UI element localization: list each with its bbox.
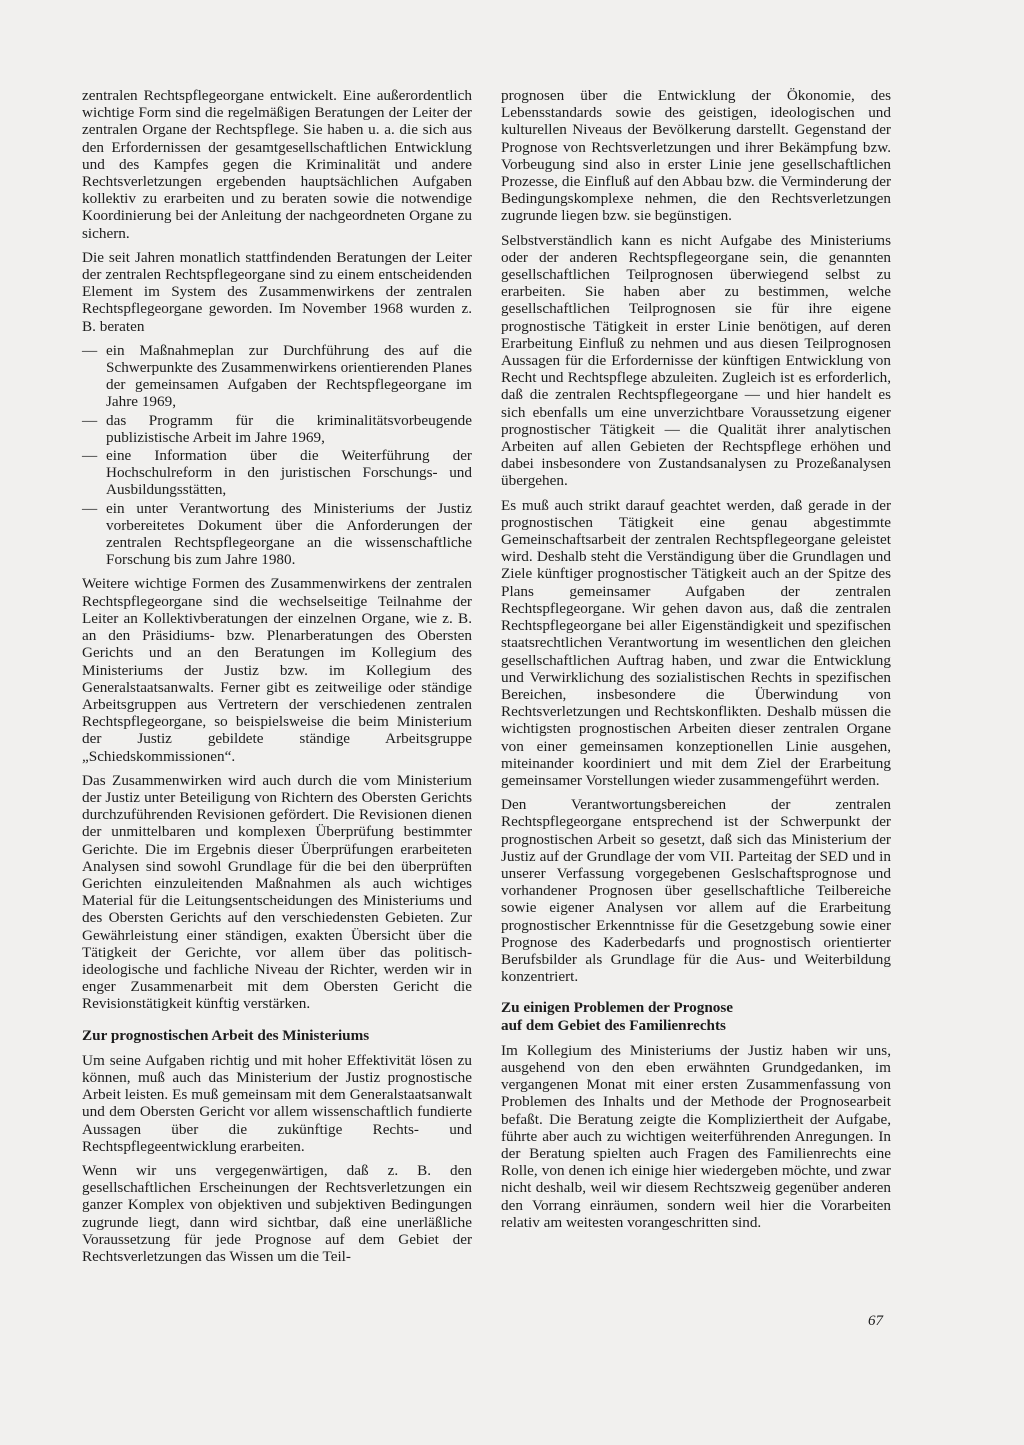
paragraph: prognosen über die Entwicklung der Ökonomie, des Lebensstandards sowie des geistigen, ideologischen und kulturellen Niveaus der Bevölkerung darstellt. Gegenstand der Prognose von Rechtsverletzungen und ihrer Bekämpfung bzw. Vorbeugung sind also in erster Linie jene gesellschaftlichen Prozesse, die Einfluß auf den Abbau bzw. die Verminderung der Bedingungskomplexe nehmen, die den Rechtsverletzungen zugrunde liegen bzw. sie begünstigen. <box>501 87 891 225</box>
right-column <box>501 87 891 1238</box>
section-heading-line: Zu einigen Problemen der Prognose <box>501 999 734 1017</box>
paragraph: Selbstverständlich kann es nicht Aufgabe des Ministeriums oder der anderen Rechtspflegeorgane sein, die genannten gesellschaftlichen Teilprognosen überwiegend selbst zu erarbeiten. Sie haben aber zu bestimmen, welche gesellschaftlichen Teilprognosen sie für ihre eigene prognostische Tätigkeit in erster Linie benötigen, auf deren Erarbeitung Einfluß zu nehmen und aus diesen Teilprognosen Aussagen für die Erfordernisse der künftigen Entwicklung von Recht und Rechtspflege abzuleiten. Zugleich ist es erforderlich, daß die zentralen Rechtspflegeorgane — und hier handelt es sich ebenfalls um eine unverzichtbare Voraussetzung eigener prognostischer Tätigkeit — die Qualität ihrer analytischen Arbeiten auf allen Gebieten der Rechtspflege erhöhen und dabei insbesondere von Zustandsanalysen zu Prozeßanalysen übergehen. <box>501 231 891 490</box>
section-heading <box>501 999 891 1033</box>
paragraph: Es muß auch strikt darauf geachtet werden, daß gerade in der prognostischen Tätigkeit eine genau abgestimmte Gemeinschaftsarbeit der zentralen Rechtspflegeorgane geleistet wird. Deshalb steht die Verständigung über die Grundlagen und Ziele künftiger prognostischer Tätigkeit auch an der Spitze des Plans gemeinsamer Aufgaben der zentralen Rechtspflegeorgane. Wir gehen davon aus, daß die zentralen Rechtspflegeorgane bei aller Eigenständigkeit und spezifischen staatsrechtlichen Verantwortung im wesentlichen den gleichen gesellschaftlichen Auftrag haben, und zwar die Entwicklung und Verwirklichung des sozialistischen Rechts in spezifischen Bereichen, insbesondere die Überwindung von Rechtsverletzungen und Rechtskonflikten. Deshalb müssen die wichtigsten prognostischen Arbeiten dieser zentralen Organe von einer gemeinsamen konzeptionellen Linie ausgehen, miteinander koordiniert und mit dem Ziel der Erarbeitung gemeinsamer Vorstellungen wieder zusammengeführt werden. <box>501 496 891 789</box>
paragraph: zentralen Rechtspflegeorgane entwickelt. Eine außerordentlich wichtige Form sind die regelmäßigen Beratungen der Leiter der zentralen Organe der Rechtspflege. Sie haben u. a. die sich aus den Erfordernissen der gesamtgesellschaftlichen Entwicklung und des Kampfes gegen die Kriminalität und andere Rechtsverletzungen ergebenden hauptsächlichen Aufgaben kollektiv zu erarbeiten und zu beraten sowie die notwendige Koordinierung bei der Anleitung der nachgeordneten Organe zu sichern. <box>82 87 472 242</box>
paragraph: Weitere wichtige Formen des Zusammenwirkens der zentralen Rechtspflegeorgane sind die wechselseitige Teilnahme der Leiter an Kollektivberatungen der einzelnen Organe, wie z. B. an den Präsidiums- bzw. Plenarberatungen des Obersten Gerichts und an den Beratungen im Kollegium des Ministeriums der Justiz bzw. im Kollegium des Generalstaatsanwalts. Ferner gibt es zeitweilige oder ständige Arbeitsgruppen aus Vertretern der verschiedenen zentralen Rechtspflegeorgane, so beispielsweise die beim Ministerium der Justiz gebildete ständige Arbeitsgruppe „Schiedskommissionen“. <box>82 575 472 765</box>
paragraph: Die seit Jahren monatlich stattfindenden Beratungen der Leiter der zentralen Rechtspflegeorgane sind zu einem entscheidenden Element im System des Zusammenwirkens der zentralen Rechtspflegeorgane geworden. Im November 1968 wurden z. B. beraten <box>82 248 472 335</box>
list-item: — ein Maßnahmeplan zur Durchführung des auf die Schwerpunkte des Zusammenwirkens orientierenden Planes der gemeinsamen Aufgaben der Rechtspflegeorgane im Jahre 1969, <box>82 342 472 411</box>
paragraph: Das Zusammenwirken wird auch durch die vom Ministerium der Justiz unter Beteiligung von Richtern des Obersten Gerichts durchzuführenden Revisionen gefördert. Die Revisionen dienen der unmittelbaren und komplexen Überprüfung bestimmter Gerichte. Die im Ergebnis dieser Überprüfungen erarbeiteten Analysen sind sowohl Grundlage für die bei den überprüften Gerichten einzuleitenden Maßnahmen als auch wichtiges Material für die Leitungsentscheidungen des Ministeriums und des Obersten Gerichts auf den verschiedensten Gebieten. Zur Gewährleistung einer ständigen, exakten Übersicht über die Tätigkeit der Gerichte, vor allem über das politisch-ideologische und fachliche Niveau der Richter, werden wir in enger Zusammenarbeit mit dem Obersten Gericht die Revisionstätigkeit künftig verstärken. <box>82 771 472 1013</box>
list-item: — ein unter Verantwortung des Ministeriums der Justiz vorbereitetes Dokument über die Anforderungen der zentralen Rechtspflegeorgane an die wissenschaftliche Forschung bis zum Jahre 1980. <box>82 500 472 569</box>
bullet-list <box>82 342 472 569</box>
paragraph: Den Verantwortungsbereichen der zentralen Rechtspflegeorgane entsprechend ist der Schwerpunkt der prognostischen Arbeit so gesetzt, daß sich das Ministerium der Justiz auf der Grundlage der vom VII. Parteitag der SED und in unserer Verfassung vorgegebenen Geslschaftsprognose und vorhandener Prognosen über gesellschaftliche Teilbereiche sowie eigener Analysen vor allem auf die Erarbeitung prognostischer Erkenntnisse für die Gesetzgebung sowie einer Prognose des Kaderbedarfs und prognostisch orientierter Berufsbilder als Grundlage für die Aus- und Weiterbildung konzentriert. <box>501 796 891 986</box>
paragraph: Im Kollegium des Ministeriums der Justiz haben wir uns, ausgehend von den eben erwähnten Grundgedanken, im vergangenen Monat mit einer ersten Zusammenfassung von Problemen des Inhalts und der Methode der Prognosearbeit befaßt. Die Beratung zeigte die Kompliziertheit der Aufgabe, führte aber auch zu wichtigen weiterführenden Anregungen. In der Beratung spielten auch Fragen des Familienrechts eine Rolle, von denen ich einige hier wiedergeben möchte, und zwar nicht deshalb, weil wir diesem Rechtszweig gegenüber anderen den Vorrang einräumen, sondern weil hier die Vorarbeiten relativ am weitesten vorangeschritten sind. <box>501 1041 891 1231</box>
list-item: — das Programm für die kriminalitätsvorbeugende publizistische Arbeit im Jahre 1969, <box>82 412 472 446</box>
section-heading-line: auf dem Gebiet des Familienrechts <box>501 1016 726 1034</box>
page-number: 67 <box>868 1313 883 1329</box>
list-item: — eine Information über die Weiterführung der Hochschulreform in den juristischen Forschungs- und Ausbildungsstätten, <box>82 447 472 499</box>
left-column <box>82 87 472 1272</box>
section-heading: Zur prognostischen Arbeit des Ministeriums <box>82 1026 370 1044</box>
paragraph: Um seine Aufgaben richtig und mit hoher Effektivität lösen zu können, muß auch das Ministerium der Justiz prognostische Arbeit leisten. Es muß gemeinsam mit dem Generalstaatsanwalt und dem Obersten Gericht vor allem wissenschaftlich fundierte Aussagen über die zukünftige Rechts- und Rechtspflegeentwicklung erarbeiten. <box>82 1051 472 1155</box>
paragraph: Wenn wir uns vergegenwärtigen, daß z. B. den gesellschaftlichen Erscheinungen der Rechtsverletzungen ein ganzer Komplex von objektiven und subjektiven Bedingungen zugrunde liegt, dann wird sichtbar, daß eine unerläßliche Voraussetzung für jede Prognose auf dem Gebiet der Rechtsverletzungen das Wissen um die Teil- <box>82 1161 472 1265</box>
